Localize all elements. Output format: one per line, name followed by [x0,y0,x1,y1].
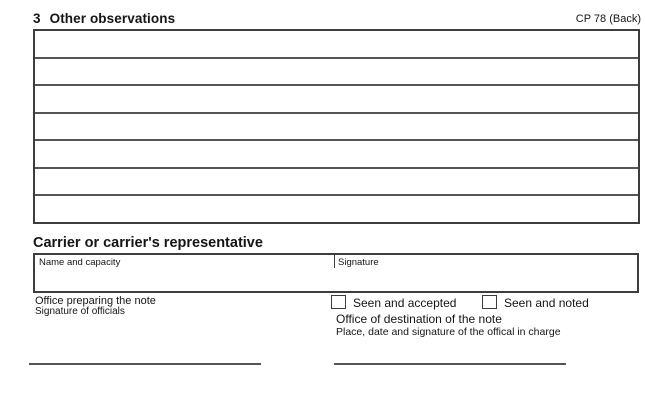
form-code: CP 78 (Back) [575,13,641,25]
carrier-heading: Carrier or carrier's representative [33,235,263,251]
section-title: Other observations [49,11,176,26]
name-signature-field[interactable] [33,253,639,293]
signature-divider [334,255,335,268]
name-capacity-label: Name and capacity [39,257,121,268]
seen-and-accepted-checkbox[interactable] [331,295,346,309]
observation-line[interactable] [35,196,638,222]
section-number: 3 [33,11,41,26]
observation-line[interactable] [35,31,638,59]
signature-officials-label: Signature of officials [35,306,125,317]
observation-line[interactable] [35,169,638,197]
signature-line-preparing-office[interactable] [29,363,261,365]
seen-and-noted-checkbox[interactable] [482,295,497,309]
observations-box[interactable] [33,29,640,224]
observation-line[interactable] [35,59,638,87]
signature-line-destination-office[interactable] [334,363,566,365]
office-destination-label: Office of destination of the note [336,312,502,326]
observation-line[interactable] [35,141,638,169]
seen-and-accepted-label: Seen and accepted [353,296,457,310]
office-preparing-label: Office preparing the note [35,295,156,307]
section-heading [33,11,175,26]
seen-and-noted-label: Seen and noted [504,296,589,310]
signature-label: Signature [338,257,379,268]
observation-line[interactable] [35,114,638,142]
observation-line[interactable] [35,86,638,114]
place-date-signature-label: Place, date and signature of the offical in charge [336,326,561,338]
